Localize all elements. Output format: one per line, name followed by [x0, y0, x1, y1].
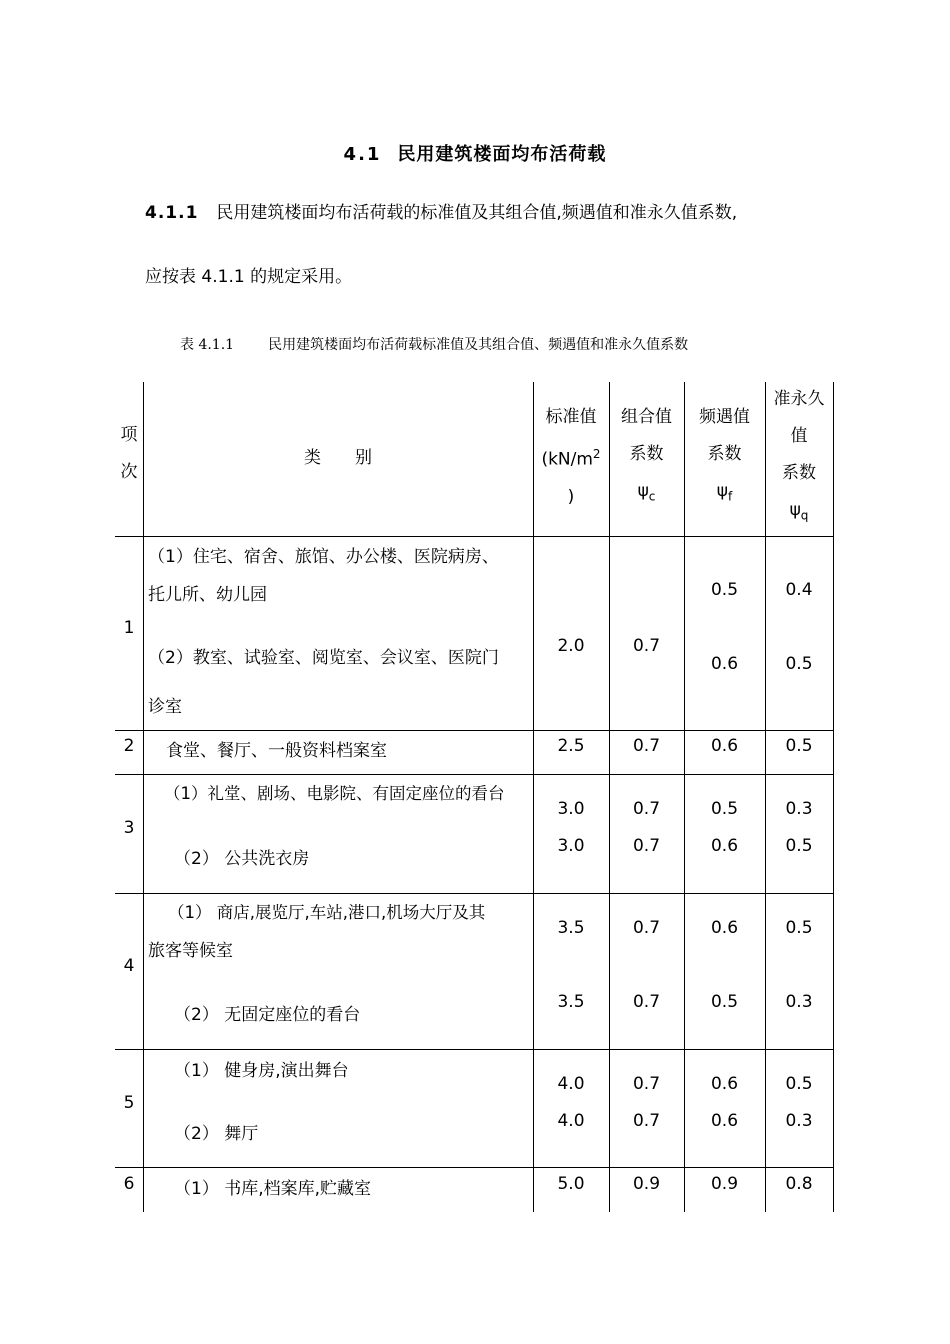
std-value: 4.0: [557, 1111, 585, 1131]
std-value: 3.0: [557, 836, 585, 856]
category-text: （1） 书库,档案库,贮藏室: [174, 1179, 372, 1199]
row-no: 4: [123, 956, 135, 976]
header-item-no-line: 项: [120, 425, 138, 445]
header-comb-line: 组合值: [621, 407, 672, 427]
std-value: 2.5: [557, 736, 585, 756]
comb-coef: 0.7: [632, 636, 661, 656]
category-text: （1） 商店,展览厅,车站,港口,机场大厅及其: [168, 903, 486, 922]
category-text: （2）教室、试验室、阅览室、会议室、医院门: [148, 648, 499, 668]
psi-symbol: ψ: [789, 500, 801, 520]
header-item-no: [115, 417, 143, 491]
table-hline: [115, 1049, 834, 1050]
quasi-coef: 0.5: [785, 654, 813, 674]
quasi-coef: 0.5: [785, 1074, 813, 1094]
header-quasi-line: 准永久: [773, 389, 825, 409]
section-number: 4.1: [343, 144, 382, 165]
table-caption-label: 表 4.1.1: [180, 337, 235, 353]
section-heading: [0, 140, 950, 166]
freq-coef: 0.6: [710, 918, 739, 938]
freq-coef: 0.6: [710, 654, 739, 674]
header-std-line: ): [567, 486, 575, 507]
psi-subscript: c: [648, 489, 656, 504]
category-text: （1）礼堂、剧场、电影院、有固定座位的看台: [164, 784, 505, 803]
psi-subscript: q: [800, 508, 809, 523]
category-text: 托儿所、幼儿园: [148, 585, 267, 605]
clause-line-2: 应按表 4.1.1 的规定采用。: [145, 267, 353, 287]
freq-coef: 0.6: [710, 736, 739, 756]
clause-number: 4.1.1: [145, 203, 199, 223]
comb-coef: 0.9: [632, 1174, 661, 1194]
header-freq-symbol: [684, 473, 765, 515]
header-freq-line: 系数: [707, 444, 742, 464]
row-no: 3: [123, 818, 135, 838]
category-text: （1） 健身房,演出舞台: [174, 1061, 349, 1081]
quasi-coef: 0.3: [785, 992, 813, 1012]
psi-subscript: f: [727, 489, 733, 504]
std-value: 3.5: [557, 918, 585, 938]
quasi-coef: 0.3: [785, 799, 813, 819]
table-vline: [833, 382, 834, 1212]
quasi-coef: 0.4: [785, 580, 813, 600]
quasi-coef: 0.5: [785, 736, 813, 756]
psi-symbol: ψ: [716, 481, 728, 501]
table-hline: [115, 774, 834, 775]
table-caption: [180, 334, 688, 354]
std-value: 3.5: [557, 992, 585, 1012]
comb-coef: 0.7: [632, 992, 661, 1012]
category-text: 旅客等候室: [148, 941, 233, 961]
header-freq-coef: [684, 399, 765, 515]
row-no: 2: [123, 736, 135, 756]
header-item-no-line: 次: [120, 462, 138, 482]
quasi-coef: 0.5: [785, 836, 813, 856]
freq-coef: 0.6: [710, 1074, 739, 1094]
std-value: 2.0: [557, 636, 585, 656]
header-comb-symbol: [609, 473, 684, 515]
header-quasi-line: 值: [790, 426, 808, 446]
quasi-coef: 0.3: [785, 1111, 813, 1131]
std-value: 5.0: [557, 1174, 585, 1194]
category-text: （2） 无固定座位的看台: [174, 1005, 361, 1025]
freq-coef: 0.6: [710, 836, 739, 856]
comb-coef: 0.7: [632, 1074, 661, 1094]
header-std-unit: [533, 436, 609, 479]
std-value: 3.0: [557, 799, 585, 819]
psi-symbol: ψ: [637, 481, 649, 501]
clause-line-1: [145, 198, 737, 223]
comb-coef: 0.7: [632, 918, 661, 938]
category-text: 诊室: [148, 697, 182, 717]
comb-coef: 0.7: [632, 799, 661, 819]
header-quasi-coef: [765, 381, 833, 534]
freq-coef: 0.5: [710, 580, 739, 600]
header-std-unit-text: (kN/m: [541, 449, 593, 470]
header-std-value: [533, 399, 609, 516]
table-vline: [143, 382, 144, 1212]
section-title: 民用建筑楼面均布活荷载: [397, 144, 607, 165]
header-comb-line: 系数: [629, 444, 664, 464]
header-std-unit-exp: 2: [592, 447, 601, 461]
category-text: （1）住宅、宿舍、旅馆、办公楼、医院病房、: [148, 547, 499, 567]
header-comb-coef: [609, 399, 684, 515]
quasi-coef: 0.8: [785, 1174, 813, 1194]
table-hline: [115, 1167, 834, 1168]
header-freq-line: 频遇值: [699, 407, 750, 427]
comb-coef: 0.7: [632, 736, 661, 756]
row-no: 5: [123, 1093, 135, 1113]
clause-text-1: 民用建筑楼面均布活荷载的标准值及其组合值,频遇值和准永久值系数,: [216, 203, 738, 223]
table-hline: [115, 893, 834, 894]
header-quasi-line: 系数: [782, 463, 816, 483]
comb-coef: 0.7: [632, 836, 661, 856]
header-std-line: 标准值: [545, 407, 597, 427]
table-hline: [115, 536, 834, 537]
quasi-coef: 0.5: [785, 918, 813, 938]
category-text: 食堂、餐厅、一般资料档案室: [166, 741, 387, 761]
header-category: 类 别: [304, 448, 372, 468]
table-hline: [115, 730, 834, 731]
row-no: 6: [123, 1174, 135, 1194]
category-text: （2） 公共洗衣房: [174, 849, 310, 869]
row-no: 1: [123, 618, 135, 638]
freq-coef: 0.5: [710, 799, 739, 819]
std-value: 4.0: [557, 1074, 585, 1094]
table-caption-title: 民用建筑楼面均布活荷载标准值及其组合值、频遇值和准永久值系数: [268, 337, 689, 353]
freq-coef: 0.6: [710, 1111, 739, 1131]
freq-coef: 0.5: [710, 992, 739, 1012]
category-text: （2） 舞厅: [174, 1124, 259, 1144]
comb-coef: 0.7: [632, 1111, 661, 1131]
header-quasi-symbol: [765, 492, 833, 534]
freq-coef: 0.9: [710, 1174, 739, 1194]
